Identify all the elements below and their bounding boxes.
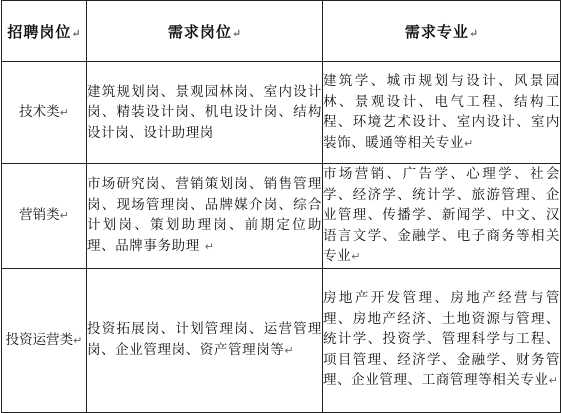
- paragraph-mark: ↵: [548, 374, 558, 388]
- positions-cell: 建筑规划岗、景观园林岗、室内设计岗、精装设计岗、机电设计岗、结构设计岗、设计助理岗: [87, 62, 323, 164]
- paragraph-mark: ↵: [71, 26, 81, 40]
- paragraph-mark: ↵: [204, 239, 214, 253]
- table-row: [2, 268, 561, 412]
- majors-cell: 建筑学、城市规划与设计、风景园林、景观设计、电气工程、结构工程、环境艺术设计、室内设计、室内装饰、暖通等相关专业↵: [323, 62, 561, 164]
- table-header-row: [2, 1, 561, 62]
- majors-cell: 房地产开发管理、房地产经营与管理、房地产经济、土地资源与管理、统计学、投资学、管理科学与工程、项目管理、经济学、金融学、财务管理、企业管理、工商管理等相关专业↵: [323, 268, 561, 412]
- header-positions: 需求岗位↵: [87, 1, 323, 62]
- positions-cell: 投资拓展岗、计划管理岗、运营管理岗、企业管理岗、资产管理岗等↵: [87, 268, 323, 412]
- paragraph-mark: ↵: [231, 26, 242, 40]
- paragraph-mark: ↵: [73, 333, 83, 347]
- recruitment-table: [1, 0, 561, 413]
- header-majors: 需求专业↵: [323, 1, 561, 62]
- majors-cell: 市场营销、广告学、心理学、社会学、经济学、统计学、旅游管理、企业管理、传播学、新闻学、中文、汉语言文学、金融学、电子商务等相关专业↵: [323, 164, 561, 269]
- category-cell: 投资运营类↵: [2, 268, 87, 412]
- paragraph-mark: ↵: [284, 343, 294, 357]
- paragraph-mark: ↵: [59, 106, 69, 119]
- category-cell: 技术类↵: [2, 62, 87, 164]
- table-row: [2, 62, 561, 164]
- category-cell: 营销类↵: [2, 164, 87, 269]
- paragraph-mark: ↵: [351, 250, 361, 263]
- paragraph-mark: ↵: [464, 136, 474, 150]
- paragraph-mark: ↵: [468, 26, 479, 40]
- positions-cell: 市场研究岗、营销策划岗、销售管理岗、现场管理岗、品牌媒介岗、综合计划岗、策划助理岗、前期定位助理、品牌事务助理 ↵: [87, 164, 323, 269]
- header-category: 招聘岗位↵: [2, 1, 87, 62]
- paragraph-mark: ↵: [59, 209, 69, 223]
- table-row: [2, 164, 561, 269]
